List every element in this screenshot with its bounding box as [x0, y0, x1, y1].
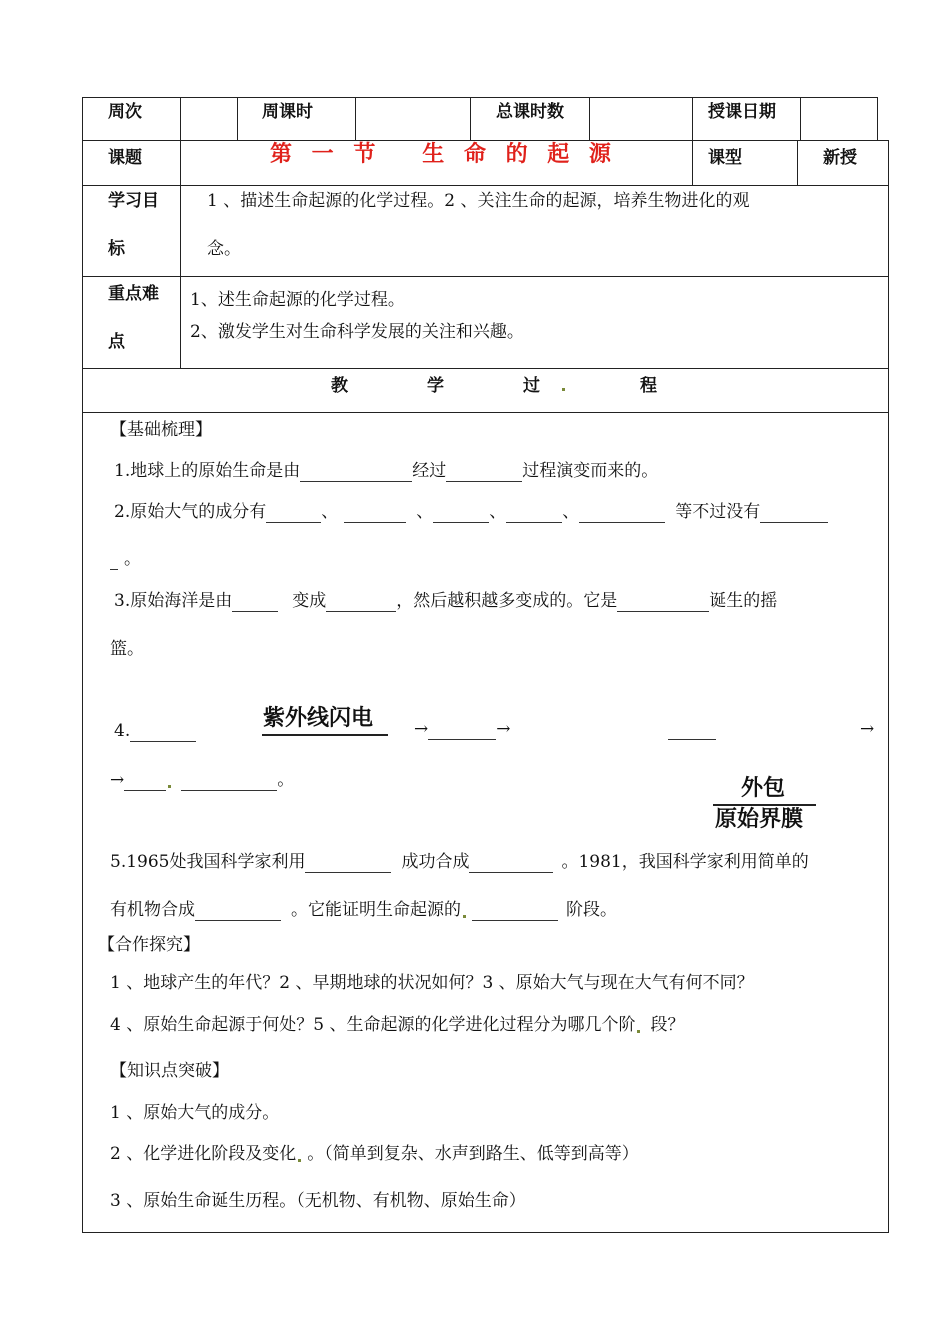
blank[interactable]	[232, 595, 278, 612]
q1-text-c: 过程演变而来的。	[522, 461, 659, 481]
blank[interactable]	[110, 553, 118, 570]
q4-end: 。	[277, 770, 295, 790]
q3-text-d: 诞生的摇	[709, 591, 778, 611]
q2-text-b: 等不过没有	[675, 502, 761, 522]
stray-dot	[562, 388, 565, 391]
table-line	[237, 97, 238, 140]
blank[interactable]	[130, 725, 196, 742]
table-line	[82, 1232, 889, 1233]
question-4-number	[114, 720, 196, 742]
stray-dot	[463, 915, 466, 918]
table-line	[180, 140, 181, 185]
uv-lightning-underline	[262, 734, 388, 736]
coop-line-2	[110, 1014, 684, 1036]
table-line	[180, 97, 181, 140]
q3-text-a: 3.原始海洋是由	[114, 591, 233, 611]
coop-line-1: 1 、地球产生的年代？2 、早期地球的状况如何？3 、原始大气与现在大气有何不同？	[110, 973, 754, 993]
stray-dot	[637, 1030, 640, 1033]
basics-heading: 【基础梳理】	[110, 420, 212, 440]
table-line	[82, 140, 889, 141]
table-line	[355, 97, 356, 140]
flow-arrow-end: →	[860, 719, 875, 739]
q2-text-a: 2.原始大气的成分有	[114, 502, 267, 522]
topic-label: 课题	[108, 148, 142, 168]
table-line	[692, 140, 693, 185]
blank[interactable]	[760, 506, 828, 523]
table-line	[800, 97, 801, 140]
blank[interactable]	[446, 465, 522, 482]
coop-line-2-a: 4 、原始生命起源于何处？5 、生命起源的化学进化过程分为哪几个阶	[110, 1015, 636, 1035]
arrow-icon: →	[414, 719, 429, 739]
knowledge-heading: 【知识点突破】	[110, 1061, 229, 1081]
process-char-4: 程	[640, 376, 657, 396]
table-border-right-top	[877, 97, 878, 140]
q5-text-d: 有机物合成	[110, 900, 195, 920]
blank[interactable]	[469, 856, 553, 873]
stray-dot	[168, 785, 171, 788]
question-1	[114, 460, 658, 482]
arrow-icon: →	[110, 770, 125, 790]
blank[interactable]	[300, 465, 412, 482]
table-line	[692, 97, 693, 140]
lesson-type-value: 新授	[823, 148, 857, 168]
blank[interactable]	[433, 506, 489, 523]
blank[interactable]	[579, 506, 665, 523]
arrow-icon: →	[496, 719, 511, 739]
table-line	[82, 97, 878, 98]
lesson-title: 第 一 节 生 命 的 起 源	[270, 142, 617, 167]
flow-step-2	[414, 718, 511, 740]
table-line	[589, 97, 590, 140]
blank[interactable]	[668, 723, 716, 740]
question-5-line-2	[110, 899, 617, 921]
knowledge-line-2	[110, 1143, 639, 1165]
goals-label-2: 标	[108, 239, 125, 259]
knowledge-line-1: 1 、原始大气的成分。	[110, 1103, 280, 1123]
week-hours-label: 周课时	[262, 102, 313, 122]
q5-text-a: 5.1965处我国科学家利用	[110, 852, 306, 872]
q3-text-b: 变成	[292, 591, 327, 611]
process-char-2: 学	[427, 376, 444, 396]
question-3-tail: 篮。	[110, 639, 144, 659]
primitive-membrane-label: 原始界膜	[715, 807, 804, 832]
coop-line-2-b: 段？	[650, 1015, 685, 1035]
process-char-3: 过	[523, 376, 540, 396]
knowledge-line-3: 3 、原始生命诞生历程。（无机物、有机物、原始生命）	[110, 1191, 526, 1211]
knowledge-line-2-b: 。（简单到复杂、水声到路生、低等到高等）	[307, 1144, 639, 1164]
q5-text-e: 。它能证明生命起源的	[291, 900, 461, 920]
table-line	[82, 276, 889, 277]
blank[interactable]	[472, 904, 558, 921]
process-char-1: 教	[331, 376, 348, 396]
week-label: 周次	[108, 102, 142, 122]
blank[interactable]	[506, 506, 562, 523]
coop-heading: 【合作探究】	[98, 935, 200, 955]
q2-sep: 、	[321, 502, 339, 522]
table-border-right	[888, 140, 889, 1232]
goals-line-2: 念。	[207, 239, 241, 259]
question-3	[114, 590, 777, 612]
total-hours-label: 总课时数	[496, 102, 564, 122]
question-5	[110, 851, 809, 873]
blank[interactable]	[326, 595, 396, 612]
keypoints-label: 重点难	[108, 284, 159, 304]
table-line	[82, 368, 889, 369]
table-line	[180, 185, 181, 368]
table-line	[82, 412, 889, 413]
flow-step-3	[668, 718, 716, 740]
q3-text-c: ，然后越积越多变成的。它是	[396, 591, 618, 611]
q4-number: 4.	[114, 721, 131, 741]
blank[interactable]	[305, 856, 391, 873]
table-line	[82, 185, 889, 186]
goals-line-1: 1 、描述生命起源的化学过程。2 、关注生命的起源，培养生物进化的观	[207, 191, 750, 211]
lesson-type-label: 课型	[708, 148, 742, 168]
q1-text-b: 经过	[412, 461, 447, 481]
table-line	[797, 140, 798, 185]
q5-text-b: 成功合成	[401, 852, 470, 872]
table-line	[470, 97, 471, 140]
table-border-left	[82, 97, 83, 1232]
q2-tail: 。	[124, 549, 141, 569]
blank[interactable]	[344, 506, 406, 523]
q2-sep: 、	[562, 502, 580, 522]
goals-label: 学习目	[108, 191, 159, 211]
q2-sep: 、	[416, 502, 434, 522]
uv-lightning-label: 紫外线闪电	[263, 706, 374, 731]
q1-text-a: 1.地球上的原始生命是由	[114, 461, 301, 481]
blank[interactable]	[181, 774, 277, 791]
blank[interactable]	[195, 904, 281, 921]
keypoints-label-2: 点	[108, 332, 125, 352]
question-2-tail	[110, 548, 141, 570]
q5-text-c: 。1981，我国科学家利用简单的	[561, 852, 809, 872]
question-2	[114, 501, 828, 523]
knowledge-line-2-a: 2 、化学进化阶段及变化	[110, 1144, 297, 1164]
blank[interactable]	[266, 506, 321, 523]
keypoint-item-2: 2、激发学生对生命科学发展的关注和兴趣。	[190, 322, 524, 342]
stray-dot	[298, 1159, 301, 1162]
teaching-date-label: 授课日期	[708, 102, 776, 122]
q2-sep: 、	[489, 502, 507, 522]
blank[interactable]	[124, 774, 166, 791]
q5-text-f: 阶段。	[566, 900, 617, 920]
keypoint-item-1: 1、述生命起源的化学过程。	[190, 290, 405, 310]
blank[interactable]	[617, 595, 709, 612]
flow-line-2	[110, 769, 294, 791]
outer-wrap-label: 外包	[741, 776, 786, 801]
blank[interactable]	[428, 723, 496, 740]
